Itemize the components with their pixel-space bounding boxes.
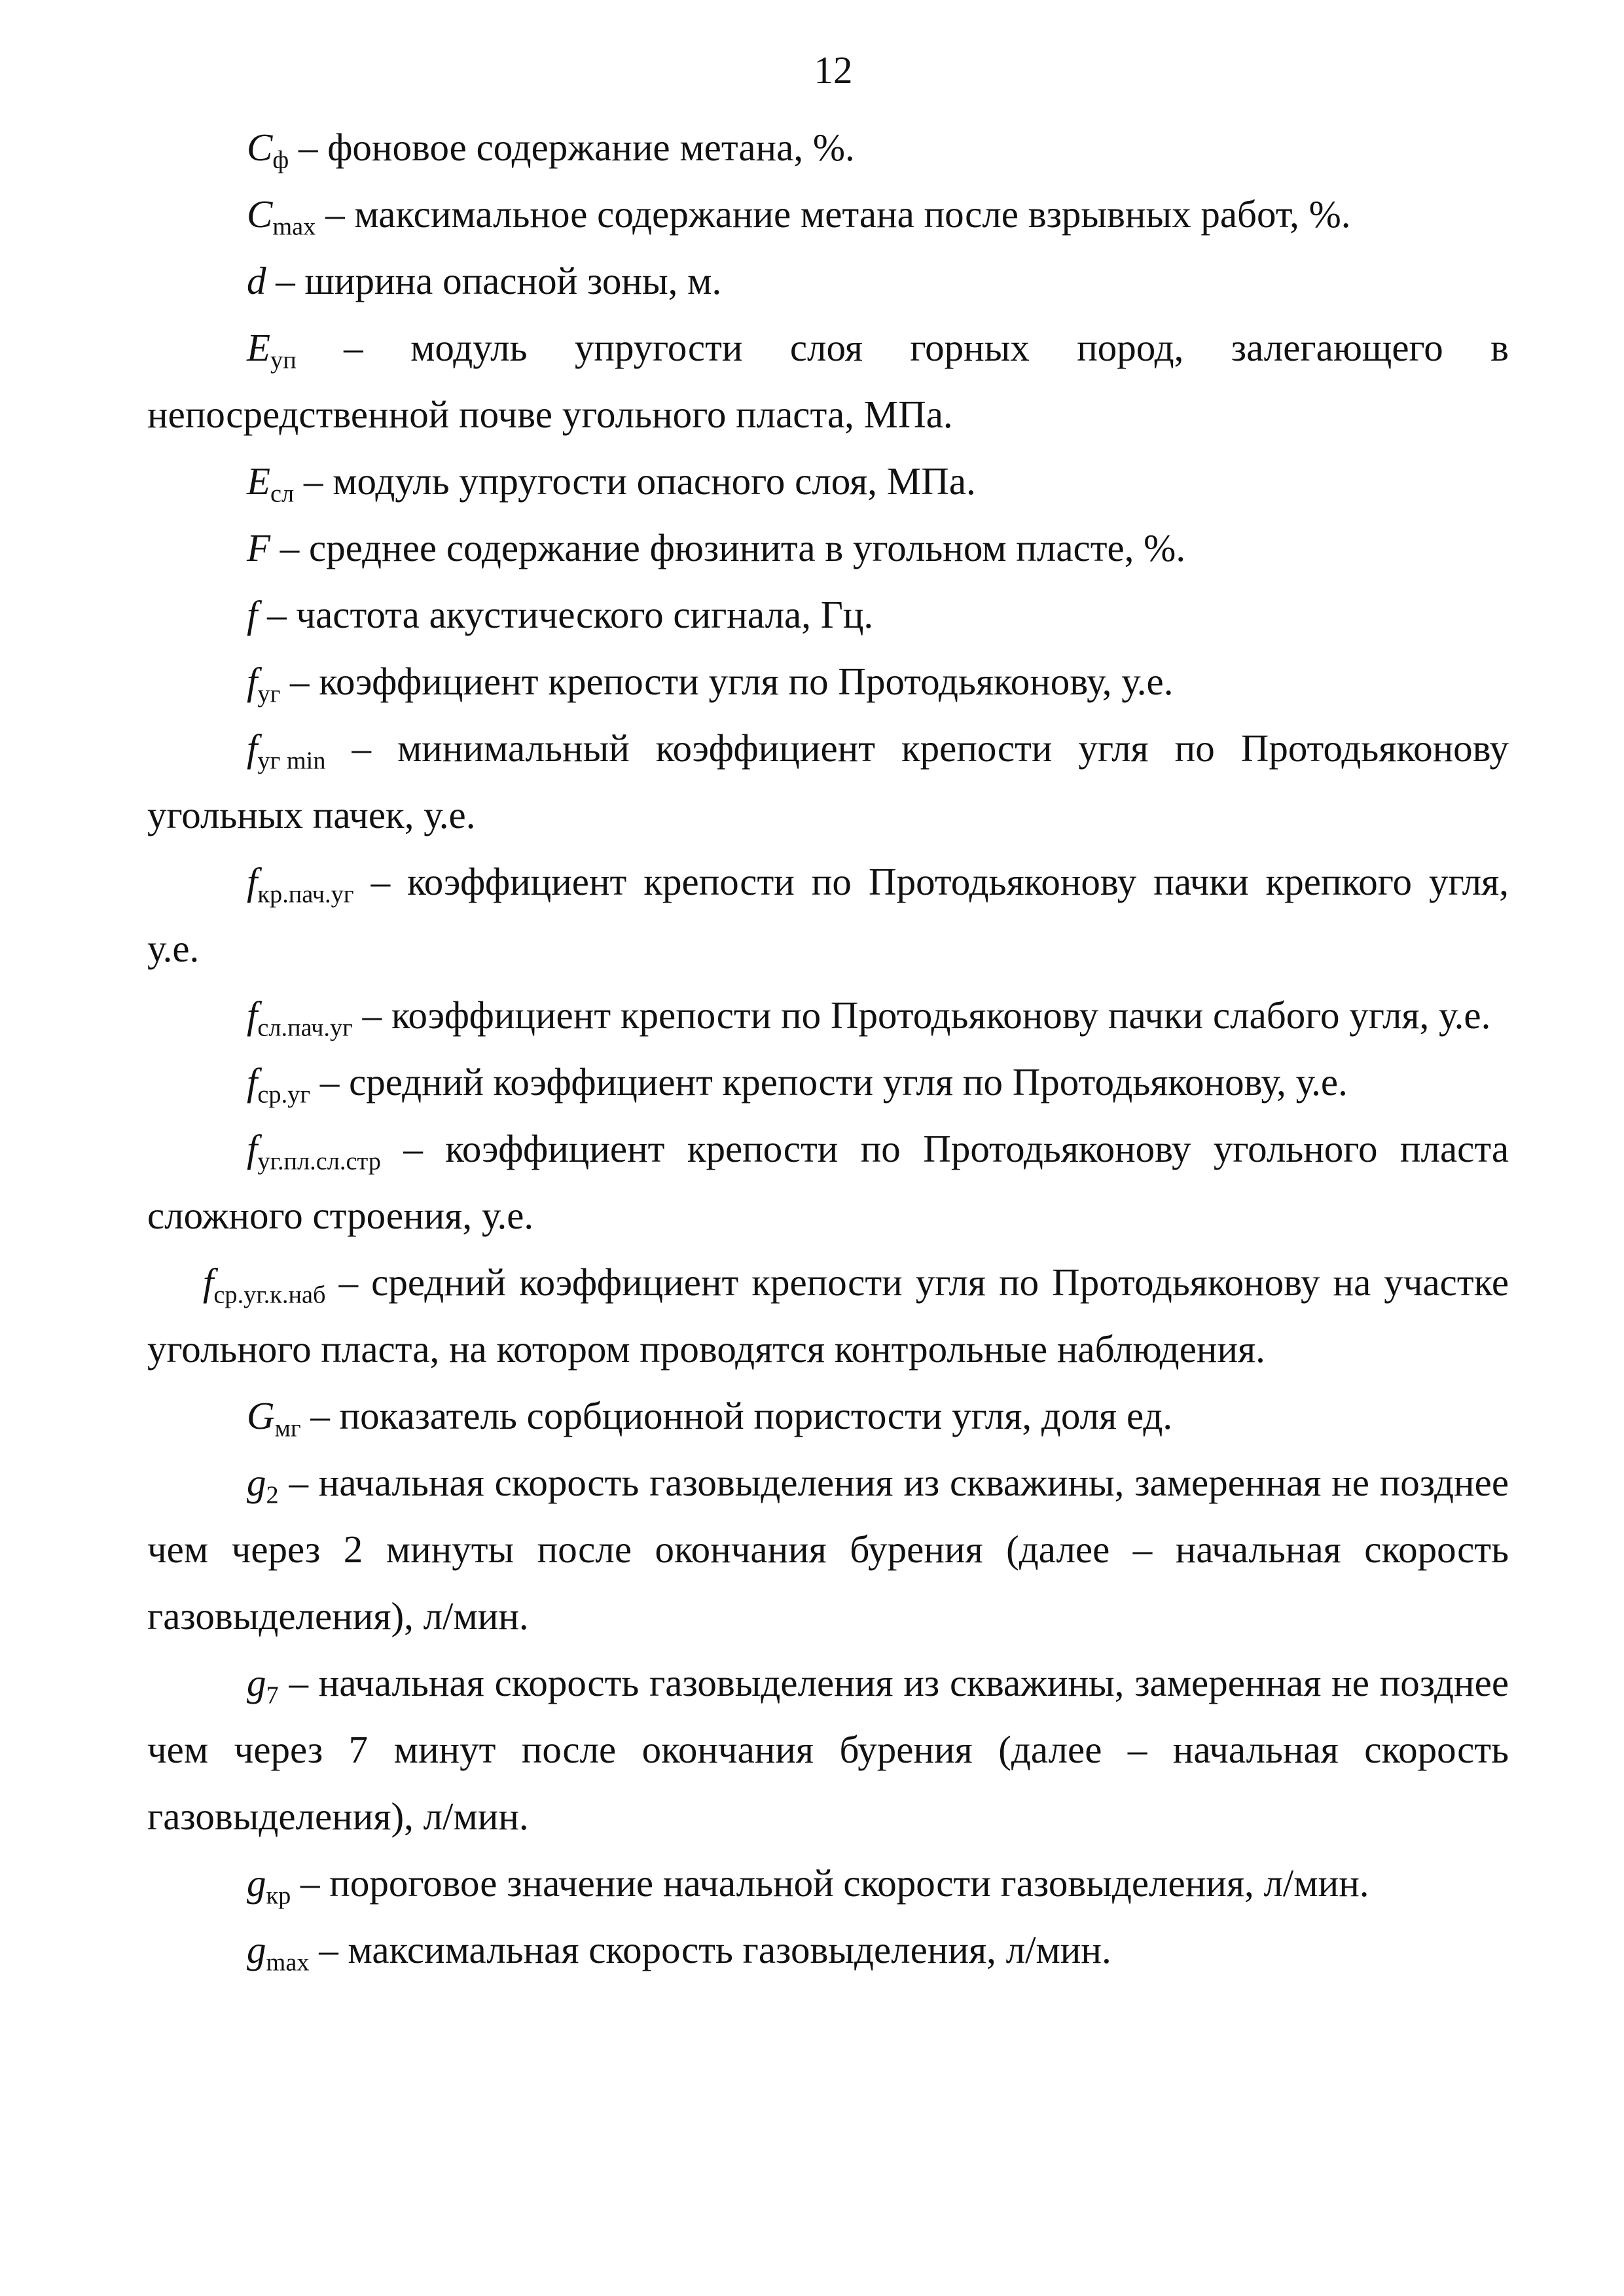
- definition-text: – максимальная скорость газовыделения, л/мин.: [319, 1928, 1111, 1971]
- symbol-letter: d: [247, 259, 266, 302]
- definition-first-line: [147, 1382, 1509, 1449]
- definition-text: угольных пачек, у.е.: [147, 793, 476, 836]
- definitions-list: [147, 114, 1509, 1983]
- symbol-subscript: max: [272, 213, 316, 241]
- definition-symbol: [247, 1916, 310, 1983]
- page-number: 12: [814, 48, 853, 92]
- definition-symbol: [247, 1850, 291, 1916]
- symbol-subscript: уп: [270, 346, 297, 374]
- definition-first-line: [147, 1449, 1509, 1516]
- definition-symbol: [247, 448, 294, 514]
- definition-first-line: [147, 1049, 1509, 1115]
- definition-first-line: [147, 1850, 1509, 1916]
- definition-first-line: [147, 1115, 1509, 1182]
- definition-text: – ширина опасной зоны, м.: [276, 259, 722, 302]
- definition-item: [147, 1382, 1509, 1449]
- definition-first-line: [147, 581, 1509, 648]
- definition-symbol: [247, 514, 270, 581]
- definition-text: газовыделения), л/мин.: [147, 1594, 529, 1638]
- definition-symbol: [247, 1449, 279, 1516]
- definition-first-line: [147, 1249, 1509, 1316]
- definition-text: – начальная скорость газовыделения из скважины, замеренная не позднее: [289, 1661, 1509, 1704]
- symbol-subscript: уг: [257, 680, 281, 708]
- definition-continuation-line: [147, 381, 1509, 448]
- definition-text: – модуль упругости слоя горных пород, залегающего в: [344, 326, 1509, 369]
- symbol-subscript: уг min: [257, 747, 326, 775]
- definition-text: – коэффициент крепости по Протодьяконову угольного пласта: [403, 1127, 1509, 1170]
- symbol-letter: f: [247, 860, 258, 903]
- definition-continuation-line: [147, 781, 1509, 848]
- symbol-subscript: 2: [266, 1481, 279, 1509]
- definition-item: [147, 848, 1509, 982]
- definition-first-line: [147, 715, 1509, 781]
- symbol-subscript: 7: [266, 1681, 279, 1710]
- symbol-letter: g: [247, 1928, 266, 1971]
- definition-item: [147, 1850, 1509, 1916]
- definition-text: чем через 7 минут после окончания бурения (далее – начальная скорость: [147, 1728, 1509, 1771]
- definition-text: – начальная скорость газовыделения из скважины, замеренная не позднее: [289, 1461, 1509, 1504]
- definition-item: [147, 1649, 1509, 1850]
- symbol-letter: g: [247, 1461, 266, 1504]
- definition-symbol: [247, 181, 316, 247]
- definition-text: – частота акустического сигнала, Гц.: [267, 593, 874, 636]
- definition-text: – минимальный коэффициент крепости угля по Протодьяконову: [352, 726, 1509, 770]
- definition-item: [147, 982, 1509, 1049]
- definition-text: чем через 2 минуты после окончания бурения (далее – начальная скорость: [147, 1528, 1509, 1571]
- symbol-letter: f: [247, 994, 258, 1037]
- definition-item: [147, 247, 1509, 314]
- definition-continuation-line: [147, 1583, 1509, 1649]
- definition-first-line: [147, 314, 1509, 381]
- definition-text: угольного пласта, на котором проводятся контрольные наблюдения.: [147, 1327, 1265, 1371]
- definition-text: – среднее содержание фюзинита в угольном пласте, %.: [280, 526, 1186, 569]
- symbol-subscript: ф: [272, 146, 289, 174]
- definition-item: [147, 715, 1509, 848]
- symbol-letter: g: [247, 1661, 266, 1704]
- symbol-letter: f: [247, 660, 258, 703]
- definition-item: [147, 1249, 1509, 1382]
- definition-symbol: [247, 114, 289, 181]
- definition-text: сложного строения, у.е.: [147, 1194, 534, 1237]
- symbol-subscript: уг.пл.сл.стр: [257, 1147, 381, 1175]
- symbol-letter: f: [203, 1261, 214, 1304]
- definition-first-line: [147, 514, 1509, 581]
- definition-item: [147, 1115, 1509, 1249]
- definition-text: – коэффициент крепости по Протодьяконову пачки крепкого угля,: [370, 860, 1509, 903]
- definition-item: [147, 1916, 1509, 1983]
- definition-first-line: [147, 181, 1509, 247]
- symbol-letter: E: [247, 459, 271, 503]
- definition-item: [147, 114, 1509, 181]
- definition-continuation-line: [147, 1516, 1509, 1583]
- definition-symbol: [247, 648, 280, 715]
- symbol-letter: f: [247, 1060, 258, 1103]
- definition-item: [147, 514, 1509, 581]
- definition-text: у.е.: [147, 927, 200, 970]
- symbol-subscript: сл.пач.уг: [257, 1014, 353, 1042]
- definition-first-line: [147, 982, 1509, 1049]
- definition-first-line: [147, 648, 1509, 715]
- definition-text: газовыделения), л/мин.: [147, 1795, 529, 1838]
- symbol-subscript: кр: [266, 1882, 291, 1910]
- definition-continuation-line: [147, 915, 1509, 982]
- definition-continuation-line: [147, 1316, 1509, 1382]
- symbol-subscript: ср.уг: [257, 1081, 311, 1109]
- definition-symbol: [247, 715, 326, 781]
- definition-symbol: [247, 1049, 310, 1115]
- definition-text: непосредственной почве угольного пласта, МПа.: [147, 393, 953, 436]
- definition-text: – модуль упругости опасного слоя, МПа.: [303, 459, 976, 503]
- definition-text: – пороговое значение начальной скорости газовыделения, л/мин.: [300, 1861, 1369, 1905]
- definition-symbol: [247, 581, 257, 648]
- symbol-subscript: мг: [274, 1414, 301, 1443]
- definition-item: [147, 648, 1509, 715]
- definition-text: – средний коэффициент крепости угля по Протодьяконову, у.е.: [319, 1060, 1348, 1103]
- symbol-subscript: кр.пач.уг: [257, 880, 354, 908]
- symbol-letter: g: [247, 1861, 266, 1905]
- symbol-letter: f: [247, 726, 258, 770]
- definition-continuation-line: [147, 1783, 1509, 1850]
- symbol-letter: G: [247, 1394, 275, 1437]
- definition-symbol: [247, 1115, 381, 1182]
- definition-item: [147, 1449, 1509, 1649]
- definition-text: – показатель сорбционной пористости угля, доля ед.: [310, 1394, 1173, 1437]
- symbol-subscript: max: [266, 1948, 310, 1977]
- symbol-letter: f: [247, 1127, 258, 1170]
- definition-text: – коэффициент крепости угля по Протодьяконову, у.е.: [290, 660, 1174, 703]
- definition-text: – коэффициент крепости по Протодьяконову пачки слабого угля, у.е.: [362, 994, 1491, 1037]
- definition-symbol: [247, 848, 354, 915]
- symbol-letter: E: [247, 326, 271, 369]
- symbol-subscript: ср.уг.к.наб: [213, 1281, 326, 1309]
- definition-item: [147, 448, 1509, 514]
- definition-first-line: [147, 448, 1509, 514]
- symbol-subscript: сл: [270, 480, 295, 508]
- definition-first-line: [147, 114, 1509, 181]
- definition-text: – средний коэффициент крепости угля по Протодьяконову на участке: [338, 1261, 1509, 1304]
- symbol-letter: F: [247, 526, 271, 569]
- definition-symbol: [247, 1382, 301, 1449]
- definition-text: – фоновое содержание метана, %.: [298, 126, 855, 169]
- definition-first-line: [147, 1916, 1509, 1983]
- definition-continuation-line: [147, 1716, 1509, 1783]
- definition-text: – максимальное содержание метана после взрывных работ, %.: [325, 192, 1351, 236]
- definition-symbol: [247, 982, 353, 1049]
- definition-symbol: [203, 1249, 326, 1316]
- definition-symbol: [247, 314, 297, 381]
- definition-continuation-line: [147, 1182, 1509, 1249]
- definition-item: [147, 181, 1509, 247]
- definition-item: [147, 1049, 1509, 1115]
- definition-first-line: [147, 1649, 1509, 1716]
- definition-first-line: [147, 247, 1509, 314]
- definition-symbol: [247, 1649, 279, 1716]
- symbol-letter: C: [247, 126, 273, 169]
- definition-item: [147, 581, 1509, 648]
- definition-item: [147, 314, 1509, 448]
- definition-symbol: [247, 247, 266, 314]
- symbol-letter: f: [247, 593, 258, 636]
- symbol-letter: C: [247, 192, 273, 236]
- definition-first-line: [147, 848, 1509, 915]
